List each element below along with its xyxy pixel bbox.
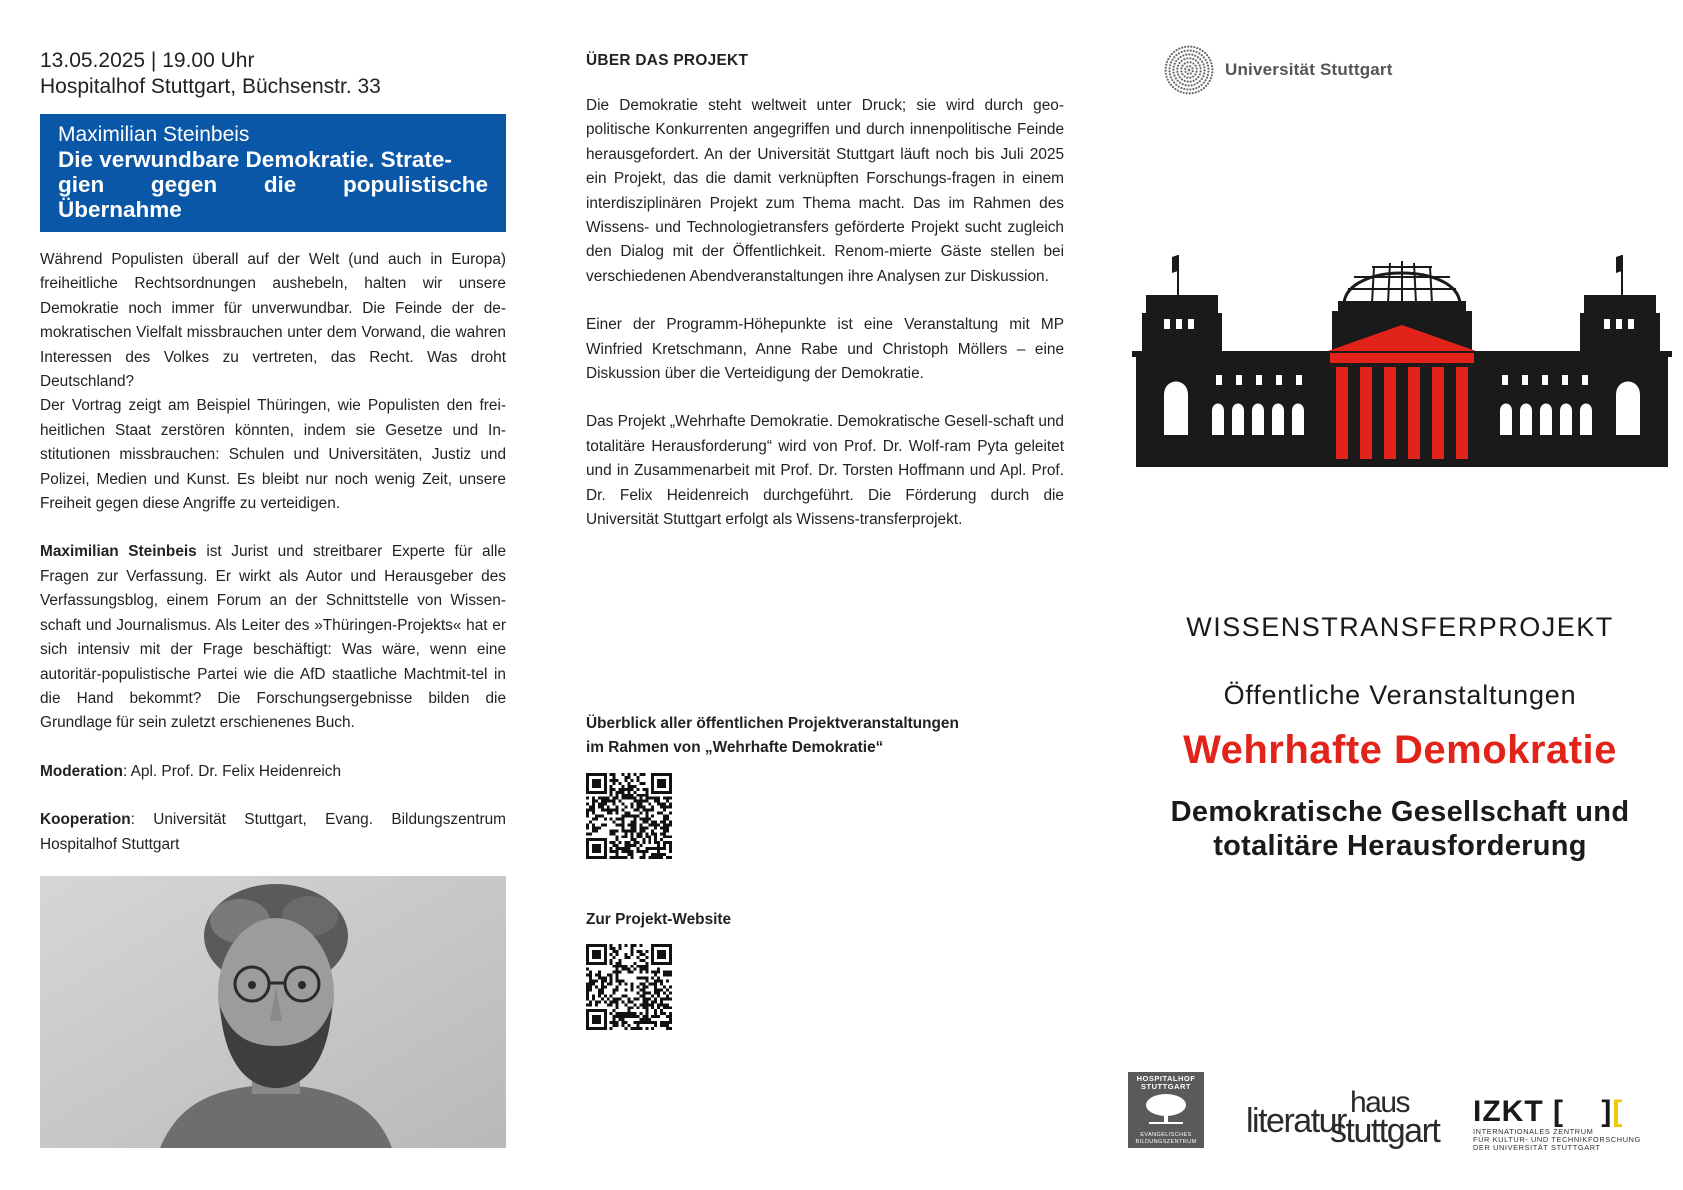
moderation-label: Moderation (40, 762, 123, 780)
events-qr-label-line2: im Rahmen von „Wehrhafte Demokratie“ (586, 739, 884, 757)
project-heading: ÜBER DAS PROJEKT (586, 52, 749, 69)
bracket-yellow-icon: [ (1612, 1095, 1624, 1128)
izkt-logo (1473, 1095, 1673, 1153)
speaker-portrait (40, 876, 506, 1148)
izkt-mark (1473, 1095, 1673, 1128)
hospitalhof-logo-bottom: EVANGELISCHES BILDUNGSZENTRUM (1135, 1132, 1197, 1145)
tree-icon (1143, 1093, 1189, 1127)
speaker-bio (40, 540, 506, 735)
project-paragraph-2: Einer der Programm-Höhepunkte ist eine Veranstaltung mit MP Winfried Kretschmann, Anne Rabe und Christoph Möllers – eine Diskussion über die Verteidigung der Demokratie. (586, 316, 1064, 383)
partner-logos (1128, 1072, 1668, 1152)
hospitalhof-logo (1128, 1072, 1204, 1148)
speaker-name: Maximilian Steinbeis (58, 123, 250, 146)
izkt-subtitle-line2: FÜR KULTUR- UND TECHNIKFORSCHUNG (1473, 1135, 1641, 1145)
talk-title-box (40, 114, 506, 232)
izkt-subtitle-line3: DER UNIVERSITÄT STUTTGART (1473, 1143, 1601, 1153)
events-qr-code[interactable] (586, 773, 672, 859)
talk-title (58, 147, 488, 222)
project-paragraph-1: Die Demokratie steht weltweit unter Druck; sie wird durch geo-politische Konkurrenten angegriffen und durch innenpolitische Feinde herausgefordert. An der Universität Stuttgart läuft noch bis Juli 2025 ein Projekt, das die damit verknüpften Forschungs-fragen in einem interdisziplinären Projekt zum Thema macht. Das im Rahmen des Wissens- und Technologietransfers geförderte Projekt sucht zugleich den Dialog mit der Öffentlichkeit. Renom-mierte Gäste stellen bei verschiedenen Abendveranstaltungen ihre Analysen zur Diskussion. (586, 97, 1064, 285)
events-qr-block (586, 712, 1064, 864)
project-column (586, 52, 1064, 533)
moderation-text: : Apl. Prof. Dr. Felix Heidenreich (122, 762, 342, 780)
izkt-subtitle (1473, 1128, 1673, 1153)
bracket-close-icon: ] (1601, 1095, 1613, 1128)
cooperation-text: : Universität Stuttgart, Evang. Bildungszentrum Hospitalhof Stuttgart (40, 811, 506, 853)
event-venue: Hospitalhof Stuttgart, Büchsenstr. 33 (40, 75, 381, 98)
speaker-bio-text: ist Jurist und streitbarer Experte für alle Fragen zur Verfassung. Er wirkt als Autor und Herausgeber des Verfassungsblog, einem Forum an der Schnittstelle von Wissen-schaft und Journalismus. Als Leiter des »Thüringen-Projekts« hat er sich intensiv mit der Frage beschäftigt: Was wäre, wenn eine autoritär-populistische Partei wie die AfD staatliche Machtmit-tel in die Hand bekommt? Die Forschungsergebnisse bilden die Grundlage für sein zuletzt erschienenes Buch. (40, 543, 506, 732)
events-qr-label-line1: Überblick aller öffentlichen Projektveranstaltungen (586, 715, 959, 732)
event-date-time: 13.05.2025 | 19.00 Uhr (40, 49, 255, 72)
website-qr-code[interactable] (586, 944, 672, 1030)
talk-title-line2: gien gegen die populistische Übernahme (58, 172, 488, 222)
hospitalhof-logo-top: HOSPITALHOF STUTTGART (1136, 1074, 1196, 1091)
website-qr-label: Zur Projekt-Website (586, 911, 732, 928)
bracket-open-icon: [ (1553, 1095, 1564, 1128)
website-qr-block (586, 908, 1064, 1035)
reichstag-icon (1132, 255, 1672, 467)
project-subtitle-line2: totalitäre Herausforderung (1213, 830, 1587, 862)
university-name: Universität Stuttgart (1225, 60, 1393, 79)
cooperation-label: Kooperation (40, 811, 131, 829)
izkt-subtitle-line1: INTERNATIONALES ZENTRUM (1473, 1127, 1594, 1136)
literaturhaus-logo-part2: haus (1350, 1086, 1410, 1119)
speaker-portrait-image (40, 876, 506, 1148)
cooperation (40, 808, 506, 857)
project-subtitle (1130, 795, 1670, 863)
public-events-label: Öffentliche Veranstaltungen (1223, 680, 1577, 710)
literaturhaus-logo-part3: stuttgart (1330, 1112, 1440, 1150)
literaturhaus-logo-part1: literatur (1246, 1102, 1346, 1140)
event-intro: Während Populisten überall auf der Welt (und auch in Europa) freiheitliche Rechtsordnungen aushebeln, halten wir unsere Demokratie noch immer für unverwundbar. Die Feinde der de-mokratischen Vielfalt missbrauchen unter dem Vorwand, die wahren Interessen des Volkes zu vertreten, das Recht. Was droht Deutschland? (40, 251, 506, 391)
university-seal-icon (1163, 44, 1215, 96)
event-column (40, 48, 506, 857)
project-paragraph-3: Das Projekt „Wehrhafte Demokratie. Demokratische Gesell-schaft und totalitäre Herausforderung“ wird von Prof. Dr. Wolf-ram Pyta geleitet und in Zusammenarbeit mit Prof. Dr. Torsten Hoffmann und Apl. Prof. Dr. Felix Heidenreich durchgeführt. Die Förderung durch die Universität Stuttgart erfolgt als Wissens-transferprojekt. (586, 413, 1064, 529)
talk-title-line1: Die verwundbare Demokratie. Strate- (58, 147, 452, 172)
project-subtitle-line1: Demokratische Gesellschaft und (1170, 796, 1630, 828)
university-logo (1163, 44, 1393, 96)
event-intro-continued: Der Vortrag zeigt am Beispiel Thüringen, wie Populisten den frei-heitlichen Staat zerstören könnten, indem sie Gesetze und In-stitutionen missbrauchen: Schulen und Universitäten, Justiz und Polizei, Medien und Kunst. Es bleibt nur noch wenig Zeit, unsere Freiheit gegen diese Angriffe zu verteidigen. (40, 397, 506, 513)
project-kicker: WISSENSTRANSFERPROJEKT (1186, 612, 1614, 642)
speaker-bio-name: Maximilian Steinbeis (40, 543, 197, 561)
project-title: Wehrhafte Demokratie (1183, 728, 1617, 772)
moderation (40, 760, 506, 784)
events-qr-label (586, 712, 1064, 761)
izkt-mark-text: IZKT (1473, 1095, 1544, 1128)
